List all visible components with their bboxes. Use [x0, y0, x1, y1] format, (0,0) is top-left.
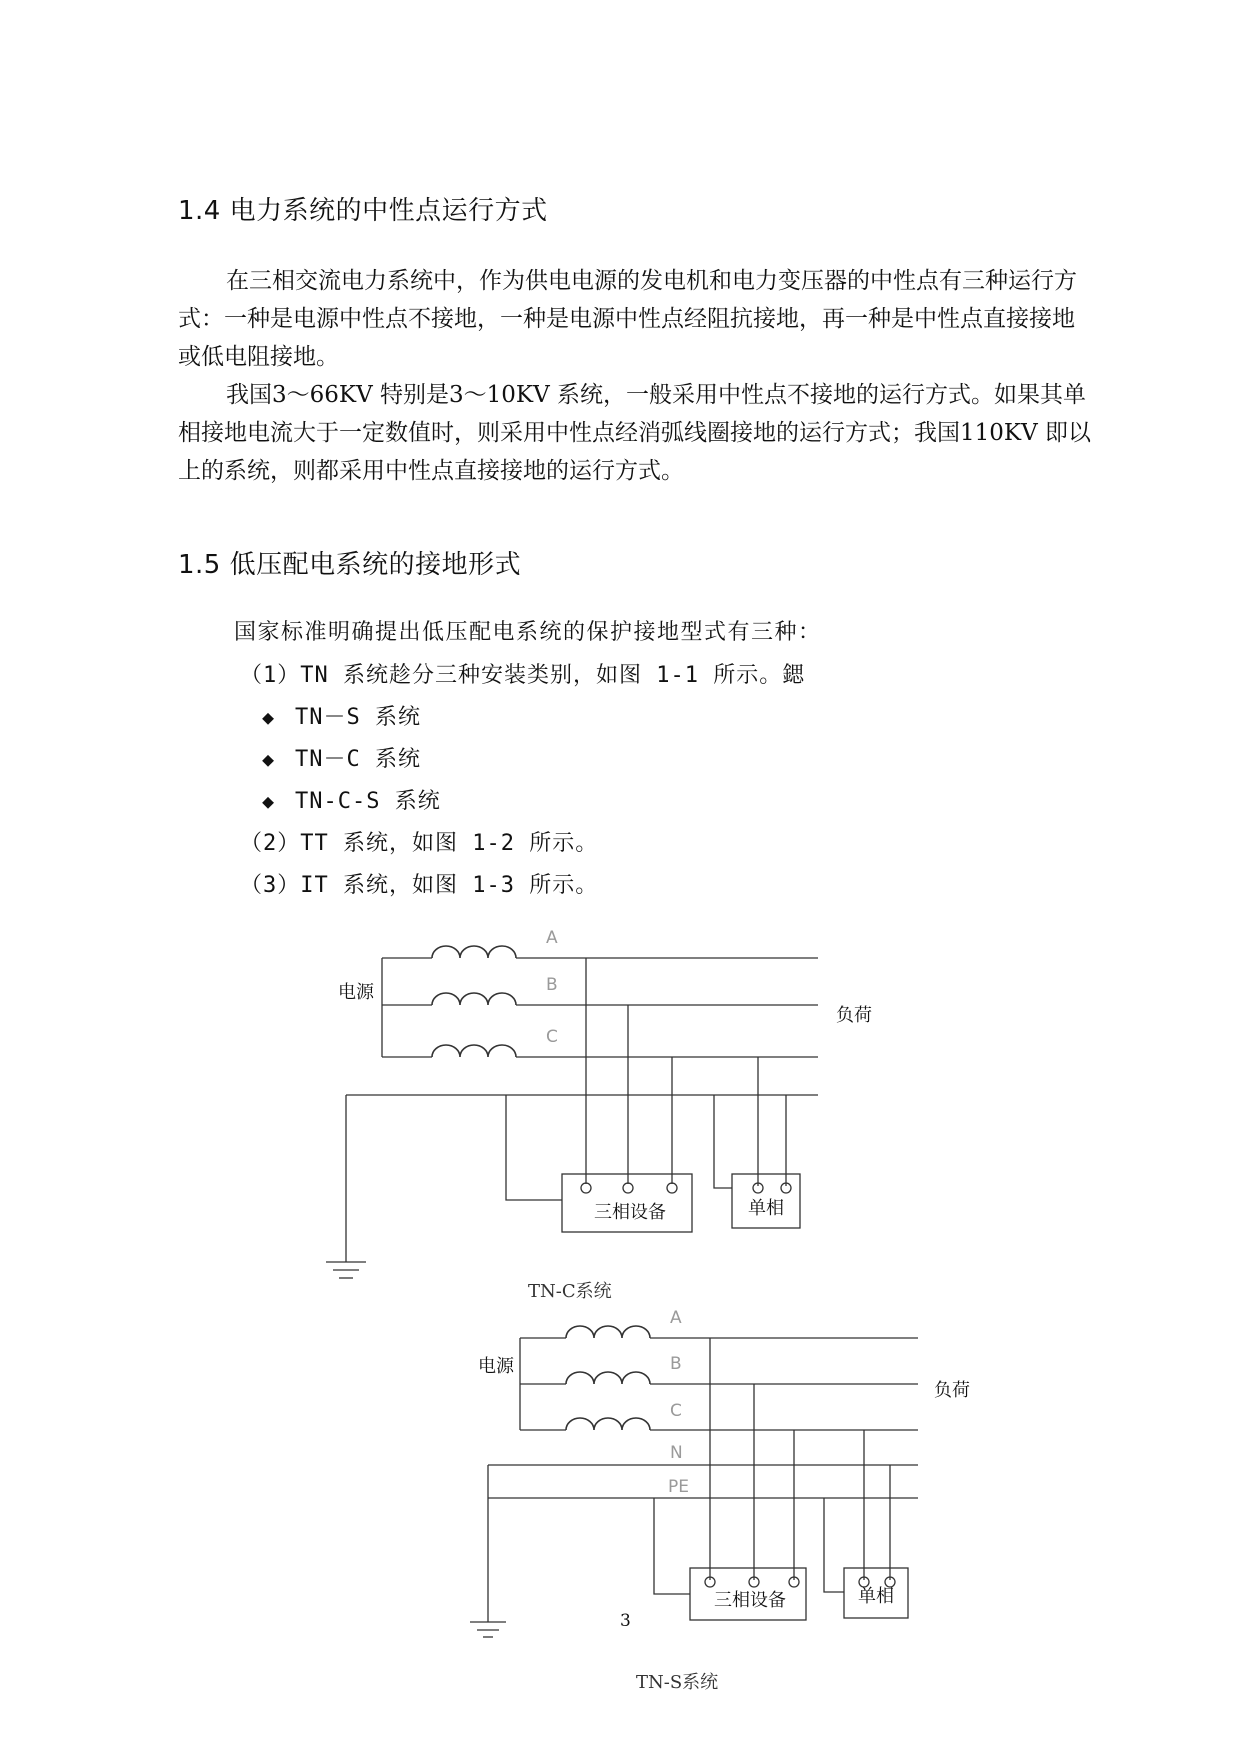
paragraph-text: 我国3～66KV 特别是3～10KV 系统，一般采用中性点不接地的运行方式。如果其单相接地电流大于一定数值时，则采用中性点经消弧线圈接地的运行方式；我国110KV 即以上的系统，则都采用中性点直接接地的运行方式。: [178, 382, 1092, 484]
tn-c-diagram: [326, 946, 818, 1278]
paragraph-text: 在三相交流电力系统中，作为供电电源的发电机和电力变压器的中性点有三种运行方式：一种是电源中性点不接地，一种是电源中性点经阻抗接地，再一种是中性点直接接地或低电阻接地。: [178, 268, 1077, 370]
phase-label-a: A: [546, 928, 558, 948]
source-label: 电源: [338, 982, 374, 1003]
phase-label-b: B: [546, 975, 558, 995]
bullet-text: TN-C-S 系统: [295, 789, 441, 814]
section-heading-1-4: 1.4 电力系统的中性点运行方式: [178, 196, 548, 226]
page-number: 3: [620, 1611, 631, 1631]
list-item-tt: （2）TT 系统，如图 1-2 所示。: [240, 831, 599, 856]
three-phase-equipment-label: 三相设备: [594, 1202, 666, 1223]
diagram-caption: TN-C系统: [528, 1281, 612, 1302]
grounding-intro: 国家标准明确提出低压配电系统的保护接地型式有三种：: [234, 620, 822, 645]
three-phase-equipment-label: 三相设备: [714, 1590, 786, 1611]
single-phase-label: 单相: [858, 1586, 894, 1607]
neutral-label: N: [670, 1443, 683, 1463]
phase-label-a: A: [670, 1308, 682, 1328]
diamond-bullet-icon: ◆: [262, 747, 276, 771]
tn-s-diagram: [470, 1326, 918, 1637]
pe-label: PE: [668, 1477, 689, 1497]
phase-label-c: C: [670, 1401, 682, 1421]
bullet-text: TN－S 系统: [295, 705, 422, 730]
phase-label-c: C: [546, 1027, 558, 1047]
list-item-tn: （1）TN 系统趁分三种安装类别，如图 1-1 所示。鍶: [240, 663, 806, 688]
section-heading-1-5: 1.5 低压配电系统的接地形式: [178, 550, 522, 580]
diamond-bullet-icon: ◆: [262, 705, 276, 729]
load-label: 负荷: [836, 1005, 872, 1026]
source-label: 电源: [478, 1356, 514, 1377]
load-label: 负荷: [934, 1380, 970, 1401]
single-phase-label: 单相: [748, 1198, 784, 1219]
bullet-text: TN－C 系统: [295, 747, 422, 772]
diagram-caption: TN-S系统: [636, 1672, 719, 1693]
phase-label-b: B: [670, 1354, 682, 1374]
diamond-bullet-icon: ◆: [262, 789, 276, 813]
list-item-it: （3）IT 系统，如图 1-3 所示。: [240, 873, 599, 898]
